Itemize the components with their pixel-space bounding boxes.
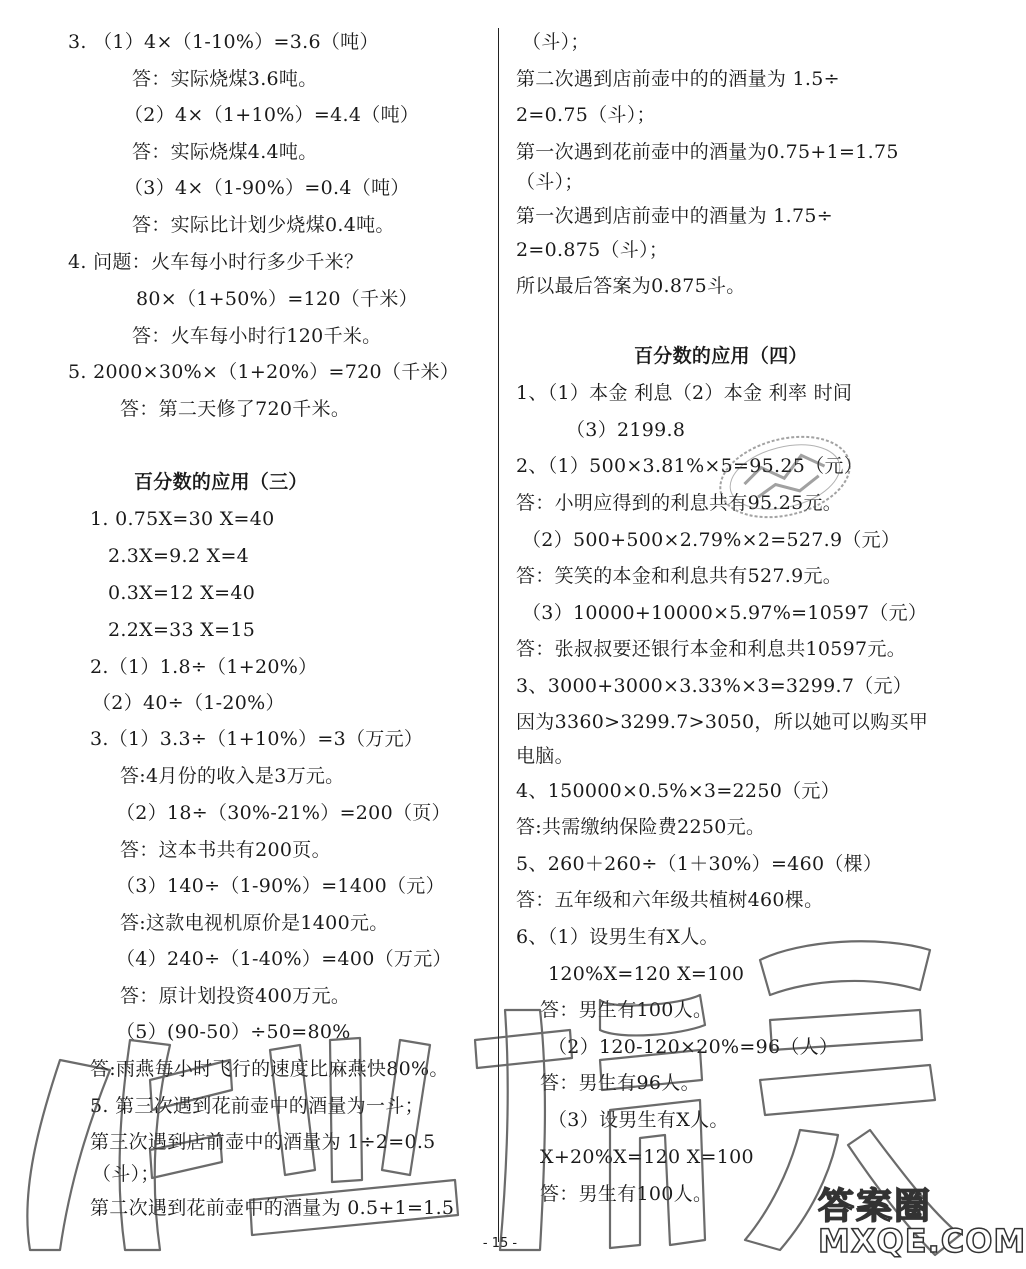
right-line-12: 2、（1）500×3.81%×5=95.25（元）: [516, 455, 864, 477]
right-line-25: 6、（1）设男生有X人。: [516, 926, 719, 948]
left-line-20: 答:4月份的收入是3万元。: [120, 765, 345, 787]
right-line-26: 120%X=120 X=100: [548, 963, 745, 985]
right-line-6: 第一次遇到店前壶中的酒量为 1.75÷: [516, 205, 833, 227]
right-line-29: 答：男生有96人。: [540, 1072, 700, 1094]
left-line-4: 答：实际烧煤4.4吨。: [132, 141, 318, 163]
left-line-8: 80×（1+50%）=120（千米）: [136, 288, 418, 310]
left-line-28: 答:雨燕每小时飞行的速度比麻燕快80%。: [90, 1058, 449, 1080]
right-line-32: 答：男生有100人。: [540, 1183, 713, 1205]
site-watermark: [812, 1178, 1026, 1264]
site-watermark-url: MXQE.COM: [818, 1222, 1026, 1260]
left-line-2: 答：实际烧煤3.6吨。: [132, 68, 318, 90]
section-heading-3: 百分数的应用（三）: [134, 471, 308, 493]
right-line-3: 2=0.75（斗）；: [516, 104, 656, 126]
column-divider: [498, 28, 499, 1242]
right-line-19: 因为3360>3299.7>3050，所以她可以购买甲: [516, 711, 929, 733]
right-line-30: （3）设男生有X人。: [548, 1109, 729, 1131]
left-line-1: 3. （1）4×（1-10%）=3.6（吨）: [68, 31, 379, 53]
left-line-30: 第三次遇到店前壶中的酒量为 1÷2=0.5: [90, 1131, 436, 1153]
right-line-1: （斗）；: [522, 31, 590, 53]
left-line-14: 2.3X=9.2 X=4: [108, 545, 250, 567]
right-line-14: （2）500+500×2.79%×2=527.9（元）: [522, 529, 901, 551]
right-line-2: 第二次遇到店前壶中的的酒量为 1.5÷: [516, 68, 840, 90]
right-line-13: 答：小明应得到的利息共有95.25元。: [516, 492, 843, 514]
left-line-16: 2.2X=33 X=15: [108, 619, 256, 641]
right-line-4: 第一次遇到花前壶中的酒量为0.75+1=1.75: [516, 141, 899, 163]
left-line-31: （斗）；: [92, 1163, 160, 1185]
right-line-11: （3）2199.8: [566, 419, 686, 441]
right-line-31: X+20%X=120 X=100: [540, 1146, 754, 1168]
section-heading-4: 百分数的应用（四）: [634, 345, 808, 367]
left-line-18: （2）40÷（1-20%）: [92, 692, 285, 714]
right-line-10: 1、（1）本金 利息（2）本金 利率 时间: [516, 382, 853, 404]
left-line-27: （5）(90-50）÷50=80%: [116, 1021, 351, 1043]
right-line-20: 电脑。: [516, 745, 574, 767]
right-line-21: 4、150000×0.5%×3=2250（元）: [516, 780, 840, 802]
right-line-22: 答:共需缴纳保险费2250元。: [516, 816, 766, 838]
right-line-23: 5、260＋260÷（1＋30%）=460（棵）: [516, 853, 883, 875]
right-line-27: 答：男生有100人。: [540, 999, 713, 1021]
left-line-3: （2）4×（1+10%）=4.4（吨）: [124, 104, 420, 126]
left-line-26: 答：原计划投资400万元。: [120, 985, 351, 1007]
left-line-19: 3.（1）3.3÷（1+10%）=3（万元）: [90, 728, 424, 750]
right-line-17: 答：张叔叔要还银行本金和利息共10597元。: [516, 638, 907, 660]
right-line-16: （3）10000+10000×5.97%=10597（元）: [522, 602, 928, 624]
site-watermark-title: 答案圈: [818, 1186, 933, 1227]
right-line-15: 答：笑笑的本金和利息共有527.9元。: [516, 565, 843, 587]
left-line-6: 答：实际比计划少烧煤0.4吨。: [132, 214, 395, 236]
stamp-watermark: [706, 418, 865, 536]
left-line-9: 答：火车每小时行120千米。: [132, 325, 382, 347]
left-line-17: 2.（1）1.8÷（1+20%）: [90, 656, 318, 678]
left-line-5: （3）4×（1-90%）=0.4（吨）: [124, 177, 410, 199]
left-line-7: 4. 问题：火车每小时行多少千米？: [68, 251, 364, 273]
left-line-25: （4）240÷（1-40%）=400（万元）: [116, 948, 452, 970]
right-line-5: （斗）；: [516, 171, 584, 193]
right-line-7: 2=0.875（斗）；: [516, 239, 669, 261]
left-line-24: 答:这款电视机原价是1400元。: [120, 912, 389, 934]
left-line-11: 答：第二天修了720千米。: [120, 398, 351, 420]
right-line-18: 3、3000+3000×3.33%×3=3299.7（元）: [516, 675, 913, 697]
left-line-21: （2）18÷（30%-21%）=200（页）: [116, 802, 451, 824]
left-line-23: （3）140÷（1-90%）=1400（元）: [116, 875, 445, 897]
left-line-22: 答：这本书共有200页。: [120, 839, 331, 861]
left-line-29: 5. 第三次遇到花前壶中的酒量为一斗；: [90, 1095, 424, 1117]
page-number: - 15 -: [482, 1236, 518, 1251]
left-line-32: 第二次遇到花前壶中的酒量为 0.5+1=1.5: [90, 1197, 455, 1219]
right-line-8: 所以最后答案为0.875斗。: [516, 275, 746, 297]
left-line-10: 5. 2000×30%×（1+20%）=720（千米）: [68, 361, 460, 383]
right-line-28: （2）120-120×20%=96（人）: [548, 1036, 839, 1058]
right-line-24: 答：五年级和六年级共植树460棵。: [516, 889, 824, 911]
left-line-13: 1. 0.75X=30 X=40: [90, 508, 275, 530]
left-line-15: 0.3X=12 X=40: [108, 582, 256, 604]
